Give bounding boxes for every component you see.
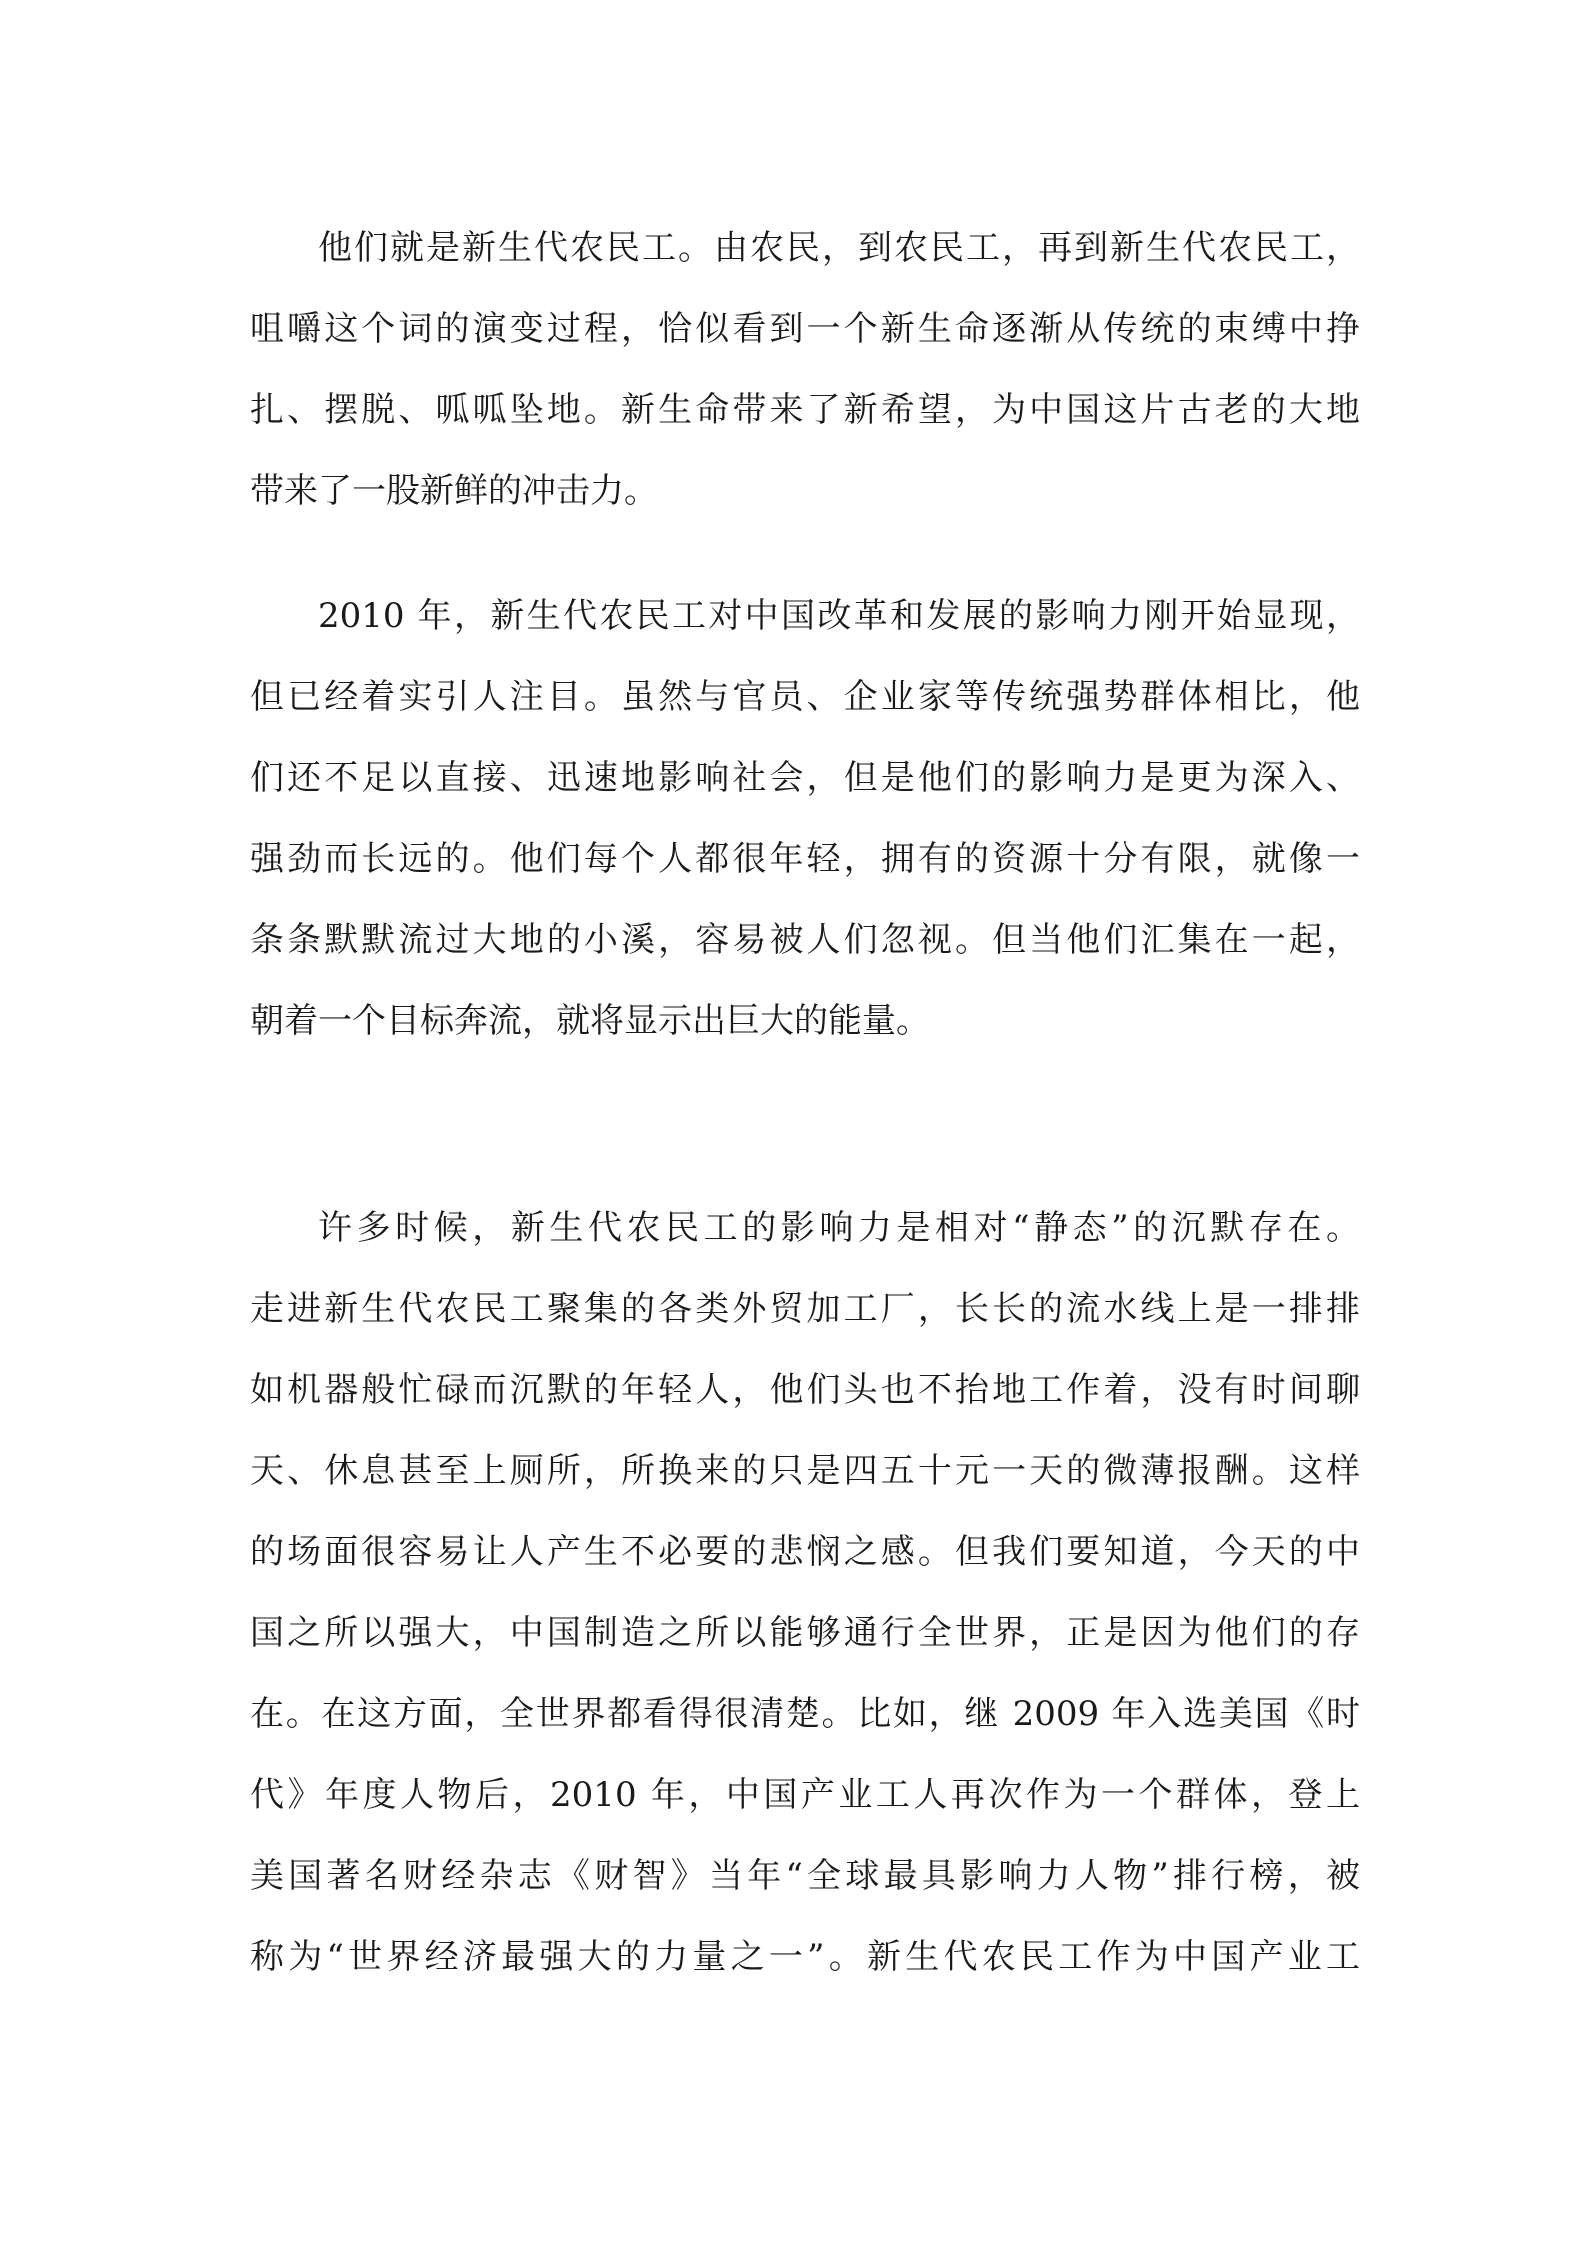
text-line: 天、休息甚至上厕所，所换来的只是四五十元一天的微薄报酬。这样 <box>250 1451 1360 1491</box>
text-line: 条条默默流过大地的小溪，容易被人们忽视。但当他们汇集在一起， <box>250 920 1360 960</box>
text-line: 们还不足以直接、迅速地影响社会，但是他们的影响力是更为深入、 <box>250 758 1360 798</box>
text-line: 强劲而长远的。他们每个人都很年轻，拥有的资源十分有限，就像一 <box>250 839 1360 879</box>
text-line: 但已经着实引人注目。虽然与官员、企业家等传统强势群体相比，他 <box>250 677 1360 717</box>
text-line: 朝着一个目标奔流，就将显示出巨大的能量。 <box>250 1001 930 1041</box>
text-line: 国之所以强大，中国制造之所以能够通行全世界，正是因为他们的存 <box>250 1613 1360 1653</box>
text-line: 美国著名财经杂志《财智》当年“全球最具影响力人物”排行榜，被 <box>250 1856 1360 1896</box>
text-line: 许多时候，新生代农民工的影响力是相对“静态”的沉默存在。 <box>318 1208 1360 1248</box>
text-line: 咀嚼这个词的演变过程，恰似看到一个新生命逐渐从传统的束缚中挣 <box>250 309 1360 349</box>
text-line: 扎、摆脱、呱呱坠地。新生命带来了新希望，为中国这片古老的大地 <box>250 390 1360 430</box>
text-line: 称为“世界经济最强大的力量之一”。新生代农民工作为中国产业工 <box>250 1937 1360 1977</box>
paragraph-1 <box>250 208 1360 532</box>
text-line: 他们就是新生代农民工。由农民，到农民工，再到新生代农民工， <box>318 228 1360 268</box>
text-line: 带来了一股新鲜的冲击力。 <box>250 471 658 511</box>
text-line: 如机器般忙碌而沉默的年轻人，他们头也不抬地工作着，没有时间聊 <box>250 1370 1360 1410</box>
paragraph-2 <box>250 576 1360 1062</box>
paragraph-3 <box>250 1188 1360 1998</box>
text-line: 代》年度人物后，2010 年，中国产业工人再次作为一个群体，登上 <box>250 1775 1360 1815</box>
text-line: 的场面很容易让人产生不必要的悲悯之感。但我们要知道，今天的中 <box>250 1532 1360 1572</box>
text-line: 在。在这方面，全世界都看得很清楚。比如，继 2009 年入选美国《时 <box>250 1694 1360 1734</box>
text-line: 走进新生代农民工聚集的各类外贸加工厂，长长的流水线上是一排排 <box>250 1289 1360 1329</box>
text-line: 2010 年，新生代农民工对中国改革和发展的影响力刚开始显现， <box>318 596 1360 636</box>
